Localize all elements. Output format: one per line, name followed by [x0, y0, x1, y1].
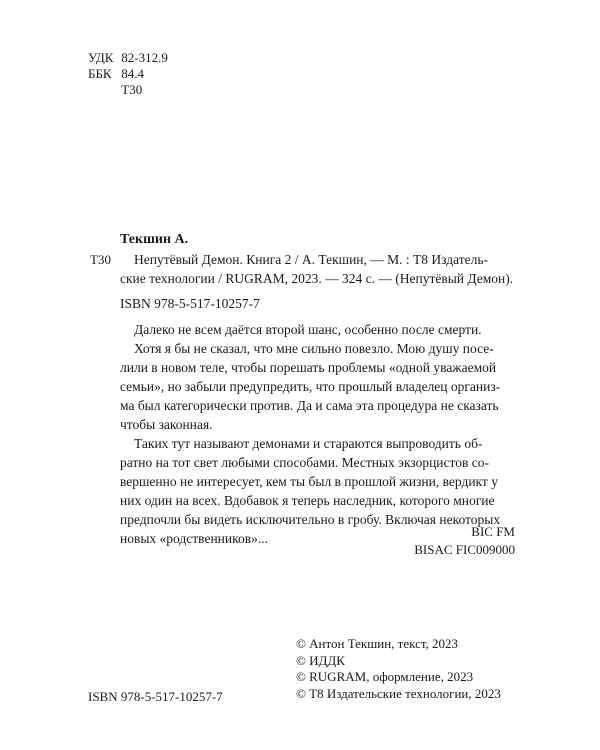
annotation — [120, 320, 520, 548]
author-mark-side: Т30 — [90, 252, 111, 267]
bbk-row — [88, 66, 144, 82]
annotation-line: лили в новом теле, чтобы порешать проблемы «одной уважаемой — [120, 360, 497, 375]
annotation-line: Хотя я бы не сказал, что мне сильно повезло. Мою душу посе- — [134, 341, 494, 356]
bic-code: BIC FM — [471, 524, 515, 539]
author-mark: Т30 — [121, 82, 143, 97]
copyright-line: © RUGRAM, оформление, 2023 — [296, 669, 474, 684]
bbk-value: 84.4 — [121, 66, 144, 81]
annotation-line: Таких тут называют демонами и стараются выпроводить об- — [134, 436, 483, 451]
annotation-line: семьи», но забыли предупредить, что прошлый владелец организ- — [120, 379, 501, 394]
udk-value: 82-312.9 — [121, 50, 168, 65]
annotation-line: чтобы законная. — [120, 417, 213, 432]
annotation-line: Далеко не всем даётся второй шанс, особенно после смерти. — [134, 322, 482, 337]
annotation-line: ратно на тот свет любыми способами. Местных экзорцистов со- — [120, 455, 489, 470]
copyright-line: © Т8 Издательские технологии, 2023 — [296, 685, 501, 701]
annotation-line: предпочли бы видеть исключительно в гробу. Включая некоторых — [120, 512, 501, 527]
bib-line: Непутёвый Демон. Книга 2 / А. Текшин, — М. : Т8 Издатель- — [134, 252, 489, 267]
copyright-line: © ИДДК — [296, 652, 345, 668]
copyright-block — [296, 636, 501, 702]
udk-row — [88, 50, 168, 66]
udk-label: УДК — [88, 50, 114, 65]
isbn-top: ISBN 978-5-517-10257-7 — [120, 296, 260, 311]
annotation-line: вершенно не интересует, кем ты был в прошлой жизни, вердикт у — [120, 474, 498, 489]
bib-line: ские технологии / RUGRAM, 2023. — 324 с. — (Непутёвый Демон). — [120, 271, 514, 286]
bisac-code: BISAC FIC009000 — [414, 542, 515, 557]
author-heading: Текшин А. — [120, 232, 189, 247]
annotation-line: новых «родственников»... — [120, 531, 268, 546]
annotation-line: них один на всех. Вдобавок я теперь наследник, которого многие — [120, 493, 495, 508]
annotation-line: ма был категорически против. Да и сама эта процедура не сказать — [120, 398, 499, 413]
isbn-bottom: ISBN 978-5-517-10257-7 — [88, 689, 223, 704]
bbk-label: ББК — [88, 66, 112, 81]
bibliographic-description — [120, 250, 520, 288]
copyright-line: © Антон Текшин, текст, 2023 — [296, 636, 459, 651]
author-mark-row — [88, 82, 142, 98]
